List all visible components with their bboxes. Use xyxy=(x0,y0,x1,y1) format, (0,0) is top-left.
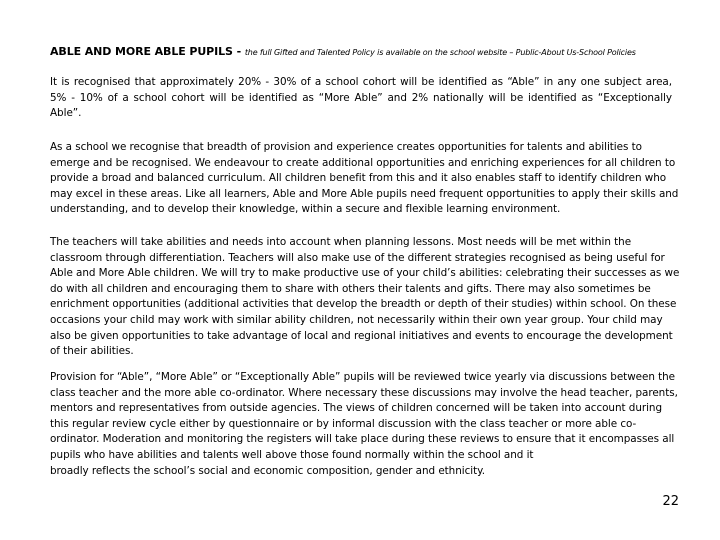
paragraph-review-process-tail: broadly reflects the school’s social and economic composition, gender and ethnicity. xyxy=(50,465,485,477)
section-heading xyxy=(50,40,715,59)
policy-note: the full Gifted and Talented Policy is available on the school website – Public-About Us-School Policies xyxy=(244,48,636,57)
heading-title: ABLE AND MORE ABLE PUPILS - xyxy=(50,45,245,58)
paragraph-teacher-planning: The teachers will take abilities and needs into account when planning lessons. Most needs will be met within the classroom through differentiation. Teachers will also make use of the different strategies recognised as being useful for Able and More Able children. We will try to make productive use of your child’s abilities: celebrating their successes as we do with all children and encouraging them to share with others their talents and gifts. There may also sometimes be enrichment opportunities (additional activities that develop the breadth or depth of their studies) within school. On these occasions your child may work with similar ability children, not necessarily within their own year group. Your child may also be given opportunities to take advantage of local and regional initiatives and events to encourage the development of their abilities. xyxy=(50,236,680,358)
paragraph-provision-breadth: As a school we recognise that breadth of provision and experience creates opportunities for talents and abilities to emerge and be recognised. We endeavour to create additional opportunities and enriching experiences for all children to provide a broad and balanced curriculum. All children benefit from this and it also enables staff to identify children who may excel in these areas. Like all learners, Able and More Able pupils need frequent opportunities to apply their skills and understanding, and to develop their knowledge, within a secure and flexible learning environment. xyxy=(50,141,679,216)
paragraph-review-process: Provision for “Able”, “More Able” or “Exceptionally Able” pupils will be reviewed twice yearly via discussions between the class teacher and the more able co-ordinator. Where necessary these discussions may involve the head teacher, parents, mentors and representatives from outside agencies. The views of children concerned will be taken into account during this regular review cycle either by questionnaire or by informal discussion with the class teacher or more able co-ordinator. Moderation and monitoring the registers will take place during these reviews to ensure that it encompasses all pupils who have abilities and talents well above those found normally within the school and it xyxy=(50,371,678,461)
paragraph-identification-rates: It is recognised that approximately 20% - 30% of a school cohort will be identified as “Able” in any one subject area, 5% - 10% of a school cohort will be identified as “More Able” and 2% nationally will be identified as “Exceptionally Able”. xyxy=(50,76,672,120)
page-number: 22 xyxy=(662,494,679,509)
